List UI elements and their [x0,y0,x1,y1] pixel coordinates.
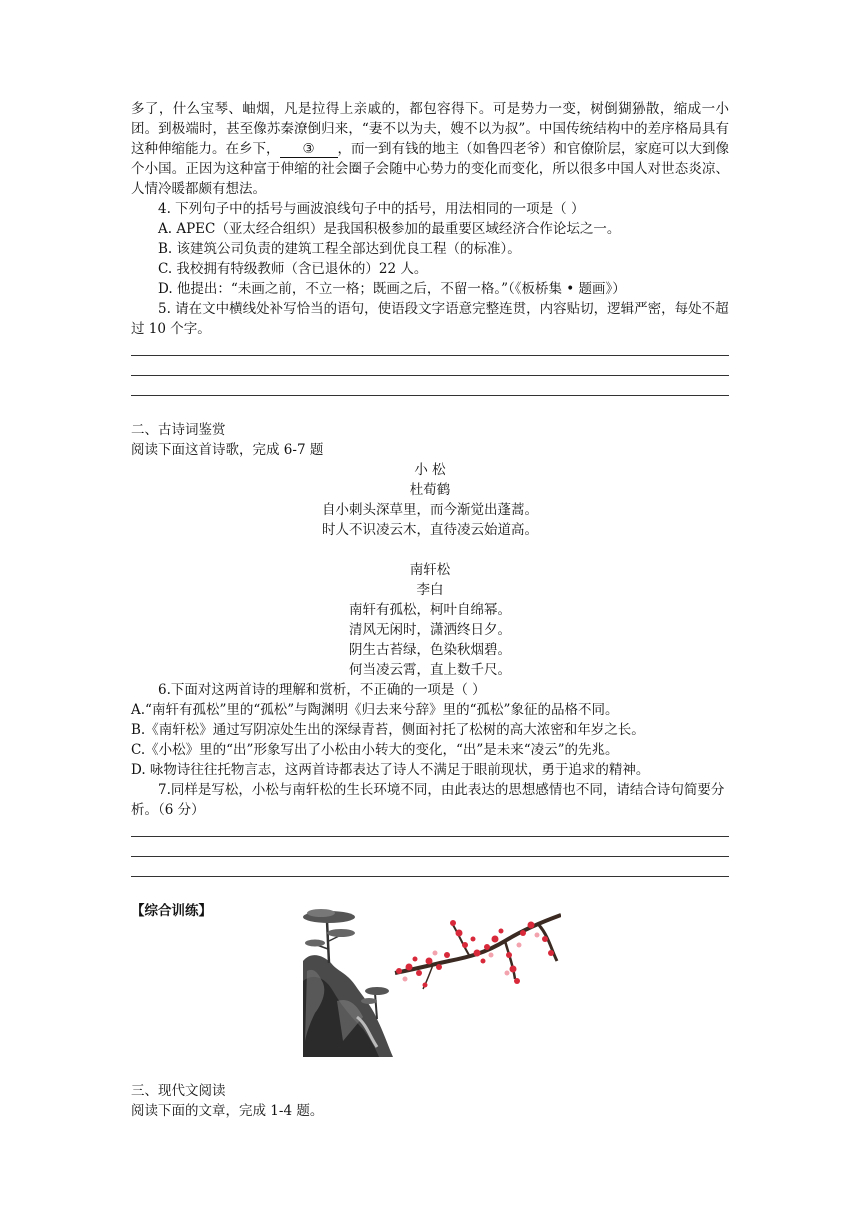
document-page [131,99,729,1121]
section3-intro: 阅读下面的文章，完成 1-4 题。 [131,1103,324,1119]
q6-option-a: A.“南轩有孤松”里的“孤松”与陶渊明《归去来兮辞》里的“孤松”象征的品格不同。 [131,702,619,718]
poem1-line: 自小刺头深草里，而今渐觉出蓬蒿。 [322,502,538,518]
passage-paragraph [131,99,729,199]
poem2-line: 阴生古苔绿，色染秋烟碧。 [349,642,511,658]
poem1-line: 时人不识凌云木，直待凌云始道高。 [322,522,538,538]
poem2-author: 李白 [416,582,444,598]
section3-heading: 三、现代文阅读 [131,1083,226,1099]
section2-intro: 阅读下面这首诗歌，完成 6-7 题 [131,442,324,458]
q6-stem: 6.下面对这两首诗的理解和赏析，不正确的一项是（ ） [158,682,486,698]
poem2-line: 何当凌云霄，直上数千尺。 [349,662,511,678]
q7-stem: 7.同样是写松，小松与南轩松的生长环境不同，由此表达的思想感情也不同，请结合诗句简要分析。（6 分） [131,782,725,818]
passage-text-a: 多了，什么宝琴、岫烟，凡是拉得上亲戚的，都包容得下。可是势力一变，树倒猢狲散，缩成一小团。到极端时，甚至像苏秦潦倒归来，“妻不以为夫，嫂不以为叔”。中国传统结构中的差序格局具有这种伸缩能力。在乡下， [131,101,729,157]
plum-blossom-illustration [389,909,561,999]
section2-heading: 二、古诗词鉴赏 [131,422,226,438]
training-heading: 【综合训练】 [131,903,212,919]
blank-3: ③ [280,142,338,158]
q5-stem: 5. 请在文中横线处补写恰当的语句，使语段文字语意完整连贯，内容贴切，逻辑严密，每处不超过 10 个字。 [131,301,729,337]
poem2-line: 南轩有孤松，柯叶自绵幂。 [349,602,511,618]
q4-option-a: A. APEC（亚太经合组织）是我国积极参加的最重要区域经济合作论坛之一。 [158,221,621,237]
q4-option-d: D. 他提出：“未画之前，不立一格；既画之后，不留一格。”（《板桥集 • 题画》） [158,281,626,297]
passage-text-b: ，而一到有钱的地主（如鲁四老爷）和官僚阶层，家庭可以大到像个小国。正因为这种富于伸缩的社会圈子会随中心势力的变化而变化，所以很多中国人对世态炎凉、人情冷暖都颇有想法。 [131,141,729,197]
q4-option-c: C. 我校拥有特级教师（含已退休的）22 人。 [158,261,428,277]
q6-option-d: D. 咏物诗往往托物言志，这两首诗都表达了诗人不满足于眼前现状，勇于追求的精神。 [131,762,650,778]
q6-option-c: C.《小松》里的“出”形象写出了小松由小转大的变化，“出”是未来“凌云”的先兆。 [131,742,619,758]
q4-stem: 4. 下列句子中的括号与画波浪线句子中的括号，用法相同的一项是（ ） [158,201,585,217]
poem2-title: 南轩松 [409,562,451,578]
q4-option-b: B. 该建筑公司负责的建筑工程全部达到优良工程（的标准）。 [158,241,521,257]
illustration-row [131,921,729,1081]
q6-option-b: B.《南轩松》通过写阴凉处生出的深绿青苔，侧面衬托了松树的高大浓密和年岁之长。 [131,722,645,738]
poem1-author: 杜荀鹤 [409,482,451,498]
ink-pine-illustration [297,901,402,1061]
poem2-line: 清风无闲时，潇洒终日夕。 [349,622,511,638]
poem1-title: 小 松 [414,462,446,478]
